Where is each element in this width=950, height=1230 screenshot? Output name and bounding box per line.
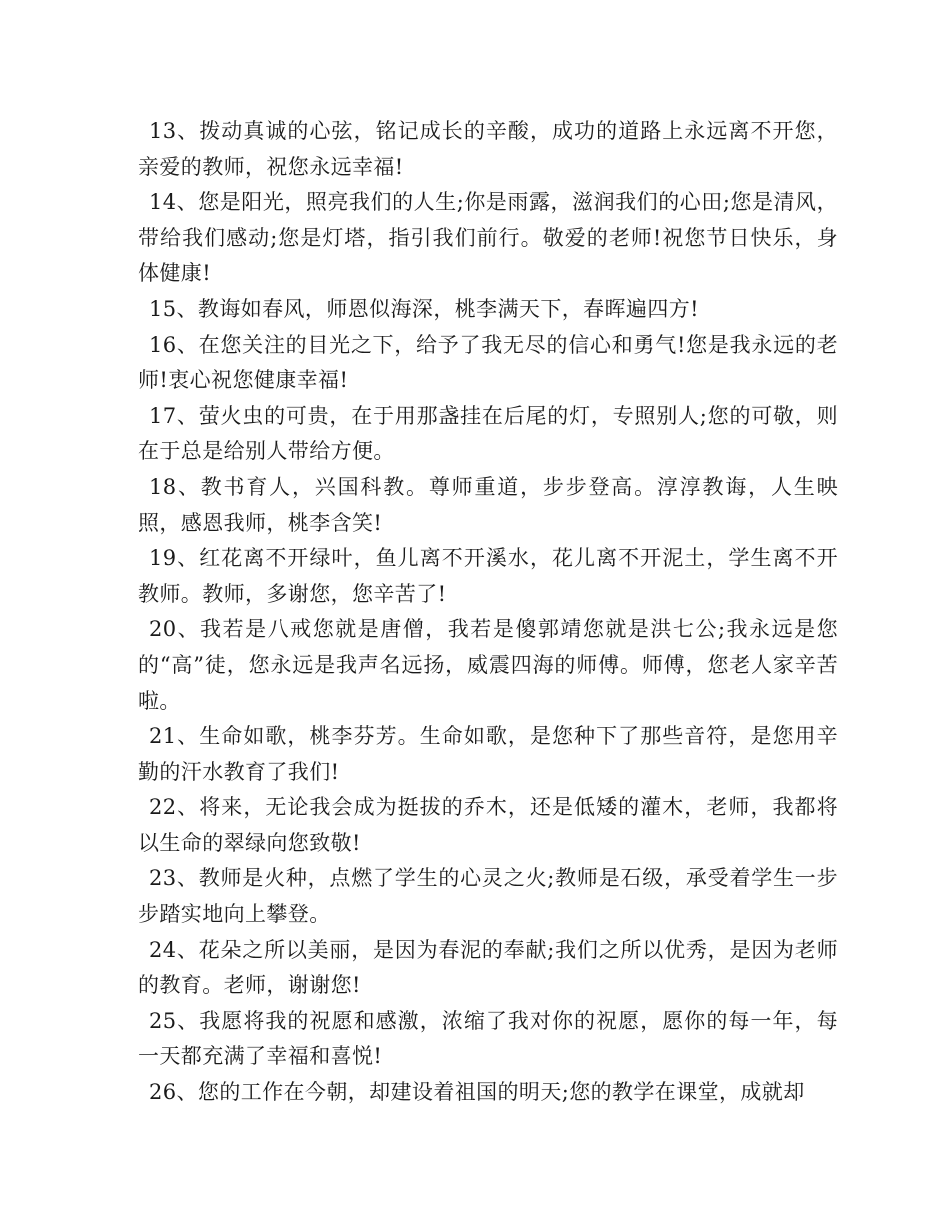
- entry-number: 13: [149, 119, 177, 143]
- list-item: [138, 861, 838, 932]
- list-item: [138, 1075, 838, 1111]
- entry-number: 20: [149, 617, 177, 642]
- list-item: [138, 328, 838, 399]
- list-item: [138, 719, 838, 790]
- list-item: [138, 114, 838, 185]
- list-item: [138, 790, 838, 861]
- entry-text: 、教诲如春风，师恩似海深，桃李满天下，春晖遍四方!: [176, 296, 699, 321]
- entry-number: 23: [149, 866, 177, 891]
- entry-text: 、您是阳光，照亮我们的人生;你是雨露，滋润我们的心田;您是清风，带给我们感动;您是灯塔，指引我们前行。敬爱的老师!祝您节日快乐，身体健康!: [138, 190, 838, 286]
- entry-number: 22: [149, 795, 177, 820]
- entry-number: 18: [149, 474, 177, 499]
- entry-text: 、生命如歌，桃李芬芳。生命如歌，是您种下了那些音符，是您用辛勤的汗水教育了我们!: [138, 724, 838, 784]
- list-item: [138, 470, 838, 541]
- entry-text: 、我若是八戒您就是唐僧，我若是傻郭靖您就是洪七公;我永远是您的“高”徒，您永远是我声名远扬，威震四海的师傅。师傅，您老人家辛苦啦。: [138, 617, 838, 713]
- entry-number: 25: [149, 1008, 177, 1033]
- entry-number: 17: [149, 403, 177, 428]
- entry-text: 、将来，无论我会成为挺拔的乔木，还是低矮的灌木，老师，我都将以生命的翠绿向您致敬!: [138, 795, 838, 855]
- list-item: [138, 1004, 838, 1075]
- entry-text: 、红花离不开绿叶，鱼儿离不开溪水，花儿离不开泥土，学生离不开教师。教师，多谢您，您辛苦了!: [138, 546, 838, 606]
- list-item: [138, 933, 838, 1004]
- document-body: [138, 114, 838, 1111]
- list-item: [138, 541, 838, 612]
- entry-text: 、教师是火种，点燃了学生的心灵之火;教师是石级，承受着学生一步步踏实地向上攀登。: [138, 866, 838, 927]
- entry-number: 16: [149, 332, 177, 357]
- entry-number: 14: [149, 190, 177, 215]
- list-item: [138, 292, 838, 328]
- list-item: [138, 185, 838, 292]
- entry-text: 、我愿将我的祝愿和感激，浓缩了我对你的祝愿，愿你的每一年，每一天都充满了幸福和喜悦!: [138, 1008, 838, 1069]
- entry-text: 、萤火虫的可贵，在于用那盏挂在后尾的灯，专照别人;您的可敬，则在于总是给别人带给方便。: [138, 403, 838, 464]
- entry-text: 、花朵之所以美丽，是因为春泥的奉献;我们之所以优秀，是因为老师的教育。老师，谢谢您!: [138, 937, 838, 998]
- entry-number: 21: [149, 724, 177, 749]
- entry-number: 24: [149, 937, 177, 962]
- entry-text: 、在您关注的目光之下，给予了我无尽的信心和勇气!您是我永远的老师!衷心祝您健康幸福!: [138, 332, 838, 393]
- entry-text: 、教书育人，兴国科教。尊师重道，步步登高。淳淳教诲，人生映照，感恩我师，桃李含笑!: [138, 474, 838, 535]
- entry-number: 26: [149, 1080, 177, 1105]
- list-item: [138, 399, 838, 470]
- entry-number: 19: [149, 546, 177, 571]
- list-item: [138, 612, 838, 719]
- entry-text: 、拨动真诚的心弦，铭记成长的辛酸，成功的道路上永远离不开您，亲爱的教师，祝您永远幸福!: [138, 119, 838, 179]
- entry-text: 、您的工作在今朝，却建设着祖国的明天;您的教学在课堂，成就却: [176, 1080, 805, 1105]
- entry-number: 15: [149, 296, 177, 321]
